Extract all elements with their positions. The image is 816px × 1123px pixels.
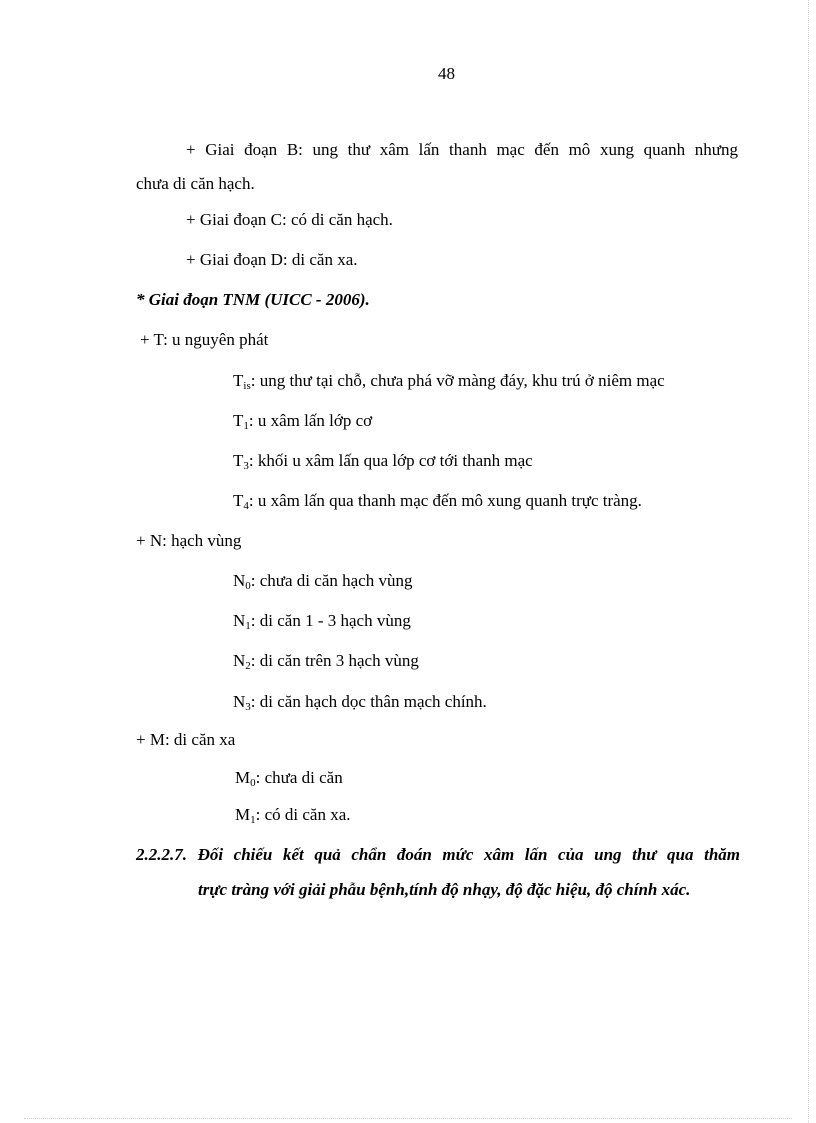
t-text: : khối u xâm lấn qua lớp cơ tới thanh mạc — [248, 451, 533, 470]
t-symbol: T — [233, 371, 244, 390]
t-text: : ung thư tại chỗ, chưa phá vỡ màng đáy, khu trú ở niêm mạc — [250, 371, 665, 390]
t-subscript: 3 — [243, 460, 249, 472]
n-symbol: N — [233, 571, 246, 590]
t-symbol: T — [233, 451, 244, 470]
m-item — [235, 805, 351, 825]
page-number: 48 — [438, 64, 455, 83]
n-symbol: N — [233, 651, 246, 670]
t-item — [233, 491, 642, 511]
t-text: : u xâm lấn lớp cơ — [248, 411, 373, 430]
m-symbol: M — [235, 768, 251, 787]
n-item — [233, 611, 411, 631]
stage-b-line2: chưa di căn hạch. — [136, 174, 255, 193]
n-subscript: 0 — [245, 580, 251, 592]
t-item — [233, 371, 665, 391]
n-text: : chưa di căn hạch vùng — [250, 571, 413, 590]
n-item — [233, 692, 487, 712]
page-bottom-rule — [24, 1118, 792, 1119]
n-subscript: 1 — [245, 620, 251, 632]
n-text: : di căn trên 3 hạch vùng — [250, 651, 419, 670]
n-subscript: 2 — [245, 660, 251, 672]
m-text: : có di căn xa. — [255, 805, 351, 824]
n-text: : di căn hạch dọc thân mạch chính. — [250, 692, 487, 711]
t-symbol: T — [233, 411, 244, 430]
n-item — [233, 571, 412, 591]
t-subscript: 1 — [243, 420, 249, 432]
t-item — [233, 451, 533, 471]
m-item — [235, 768, 343, 788]
m-symbol: M — [235, 805, 251, 824]
m-heading: + M: di căn xa — [136, 730, 236, 749]
t-heading: + T: u nguyên phát — [140, 330, 269, 349]
t-subscript: is — [243, 380, 251, 392]
page-right-rule — [808, 0, 809, 1123]
n-text: : di căn 1 - 3 hạch vùng — [250, 611, 411, 630]
n-symbol: N — [233, 692, 246, 711]
stage-d: + Giai đoạn D: di căn xa. — [186, 250, 358, 269]
section-heading-line1: 2.2.2.7. Đối chiếu kết quả chẩn đoán mức xâm lấn của ung thư qua thăm — [136, 845, 740, 864]
m-text: : chưa di căn — [255, 768, 343, 787]
stage-c: + Giai đoạn C: có di căn hạch. — [186, 210, 393, 229]
stage-b-line1: + Giai đoạn B: ung thư xâm lấn thanh mạc đến mô xung quanh nhưng — [186, 140, 738, 159]
t-symbol: T — [233, 491, 244, 510]
m-subscript: 0 — [250, 777, 256, 789]
tnm-heading: * Giai đoạn TNM (UICC - 2006). — [136, 290, 370, 309]
n-subscript: 3 — [245, 701, 251, 713]
t-subscript: 4 — [243, 500, 249, 512]
t-text: : u xâm lấn qua thanh mạc đến mô xung quanh trực tràng. — [248, 491, 642, 510]
m-subscript: 1 — [250, 814, 256, 826]
section-heading-line2: trực tràng với giải phẫu bệnh,tính độ nhạy, độ đặc hiệu, độ chính xác. — [198, 880, 691, 899]
n-item — [233, 651, 419, 671]
t-item — [233, 411, 372, 431]
n-heading: + N: hạch vùng — [136, 531, 242, 550]
n-symbol: N — [233, 611, 246, 630]
